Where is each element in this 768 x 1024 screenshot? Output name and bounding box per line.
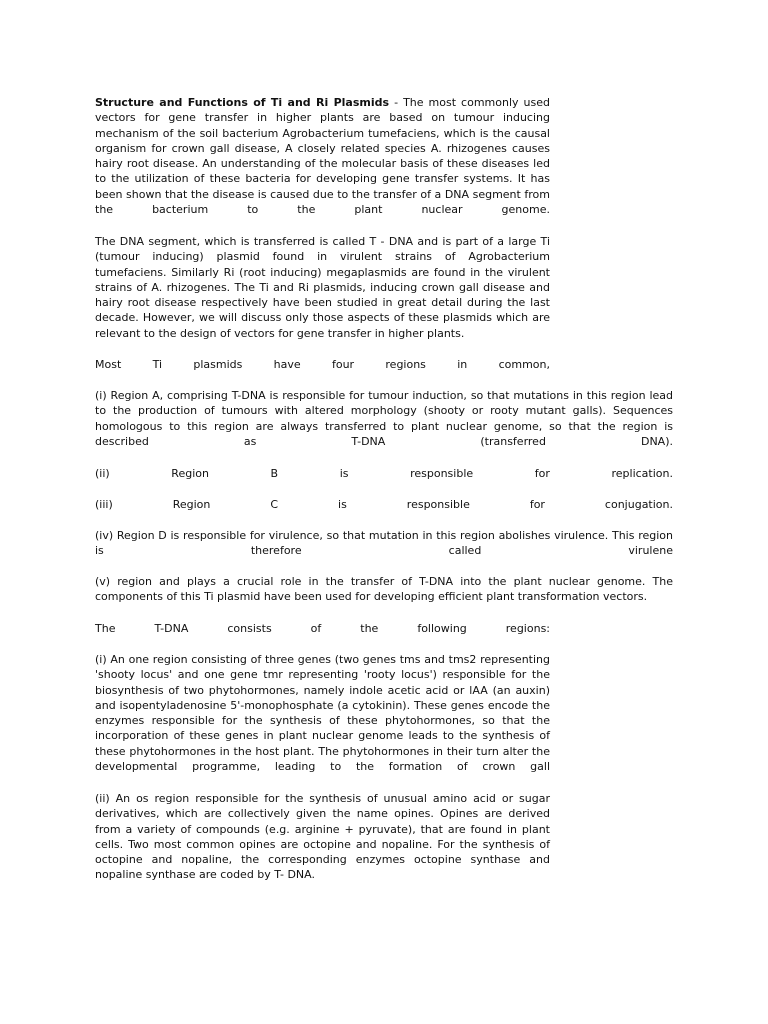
- heading-separator: -: [389, 96, 404, 109]
- region-c-item: (iii) Region C is responsible for conjugation.: [95, 498, 673, 511]
- tdna-intro: The T-DNA consists of the following regions:: [95, 622, 550, 635]
- intro-text: The most commonly used vectors for gene transfer in higher plants are based on tumour inducing mechanism of the soil bacterium Agrobacterium tumefaciens, which is the causal organism for crown gall disease, A closely related species A. rhizogenes causes hairy root disease. An understanding of the molecular basis of these diseases led to the utilization of these bacteria for developing gene transfer systems. It has been shown that the disease is caused due to the transfer of a DNA segment from the bacterium to the plant nuclear genome.: [95, 96, 551, 217]
- vir-region-item: (v) region and plays a crucial role in the transfer of T-DNA into the plant nuclear genome. The components of this Ti plasmid have been used for developing efficient plant transformation vectors.: [95, 575, 673, 604]
- intro-paragraph: [95, 95, 550, 217]
- section-heading: Structure and Functions of Ti and Ri Plasmids: [95, 96, 390, 109]
- region-a-item: (i) Region A, comprising T-DNA is responsible for tumour induction, so that mutations in this region lead to the production of tumours with altered morphology (shooty or rooty mutant galls). Sequences homologous to this region are always transferred to plant nuclear genome, so that the region is described as T-DNA (transferred DNA).: [95, 389, 673, 448]
- regions-intro: Most Ti plasmids have four regions in common,: [95, 358, 550, 371]
- tdna-os-region: (ii) An os region responsible for the synthesis of unusual amino acid or sugar derivatives, which are collectively given the name opines. Opines are derived from a variety of compounds (e.g. arginine + pyruvate), that are found in plant cells. Two most common opines are octopine and nopaline. For the synthesis of octopine and nopaline, the corresponding enzymes octopine synthase and nopaline synthase are coded by T- DNA.: [95, 792, 550, 882]
- region-b-item: (ii) Region B is responsible for replication.: [95, 467, 673, 480]
- tdna-one-region: (i) An one region consisting of three genes (two genes tms and tms2 representing 'shooty locus' and one gene tmr representing 'rooty locus') responsible for the biosynthesis of two phytohormones, namely indole acetic acid or lAA (an auxin) and isopentyladenosine 5'-monophosphate (a cytokinin). These genes encode the enzymes responsible for the synthesis of these phytohormones, so that the incorporation of these genes in plant nuclear genome leads to the synthesis of these phytohormones in the host plant. The phytohormones in their turn alter the developmental programme, leading to the formation of crown gall: [95, 653, 550, 774]
- plasmid-paragraph: The DNA segment, which is transferred is called T - DNA and is part of a large Ti (tumour inducing) plasmid found in virulent strains of Agrobacterium tumefaciens. Similarly Ri (root inducing) megaplasmids are found in the virulent strains of A. rhizogenes. The Ti and Ri plasmids, inducing crown gall disease and hairy root disease respectively have been studied in great detail during the last decade. However, we will discuss only those aspects of these plasmids which are relevant to the design of vectors for gene transfer in higher plants.: [95, 235, 550, 340]
- region-d-item: (iv) Region D is responsible for virulence, so that mutation in this region abolishes virulence. This region is therefore called virulene: [95, 529, 673, 558]
